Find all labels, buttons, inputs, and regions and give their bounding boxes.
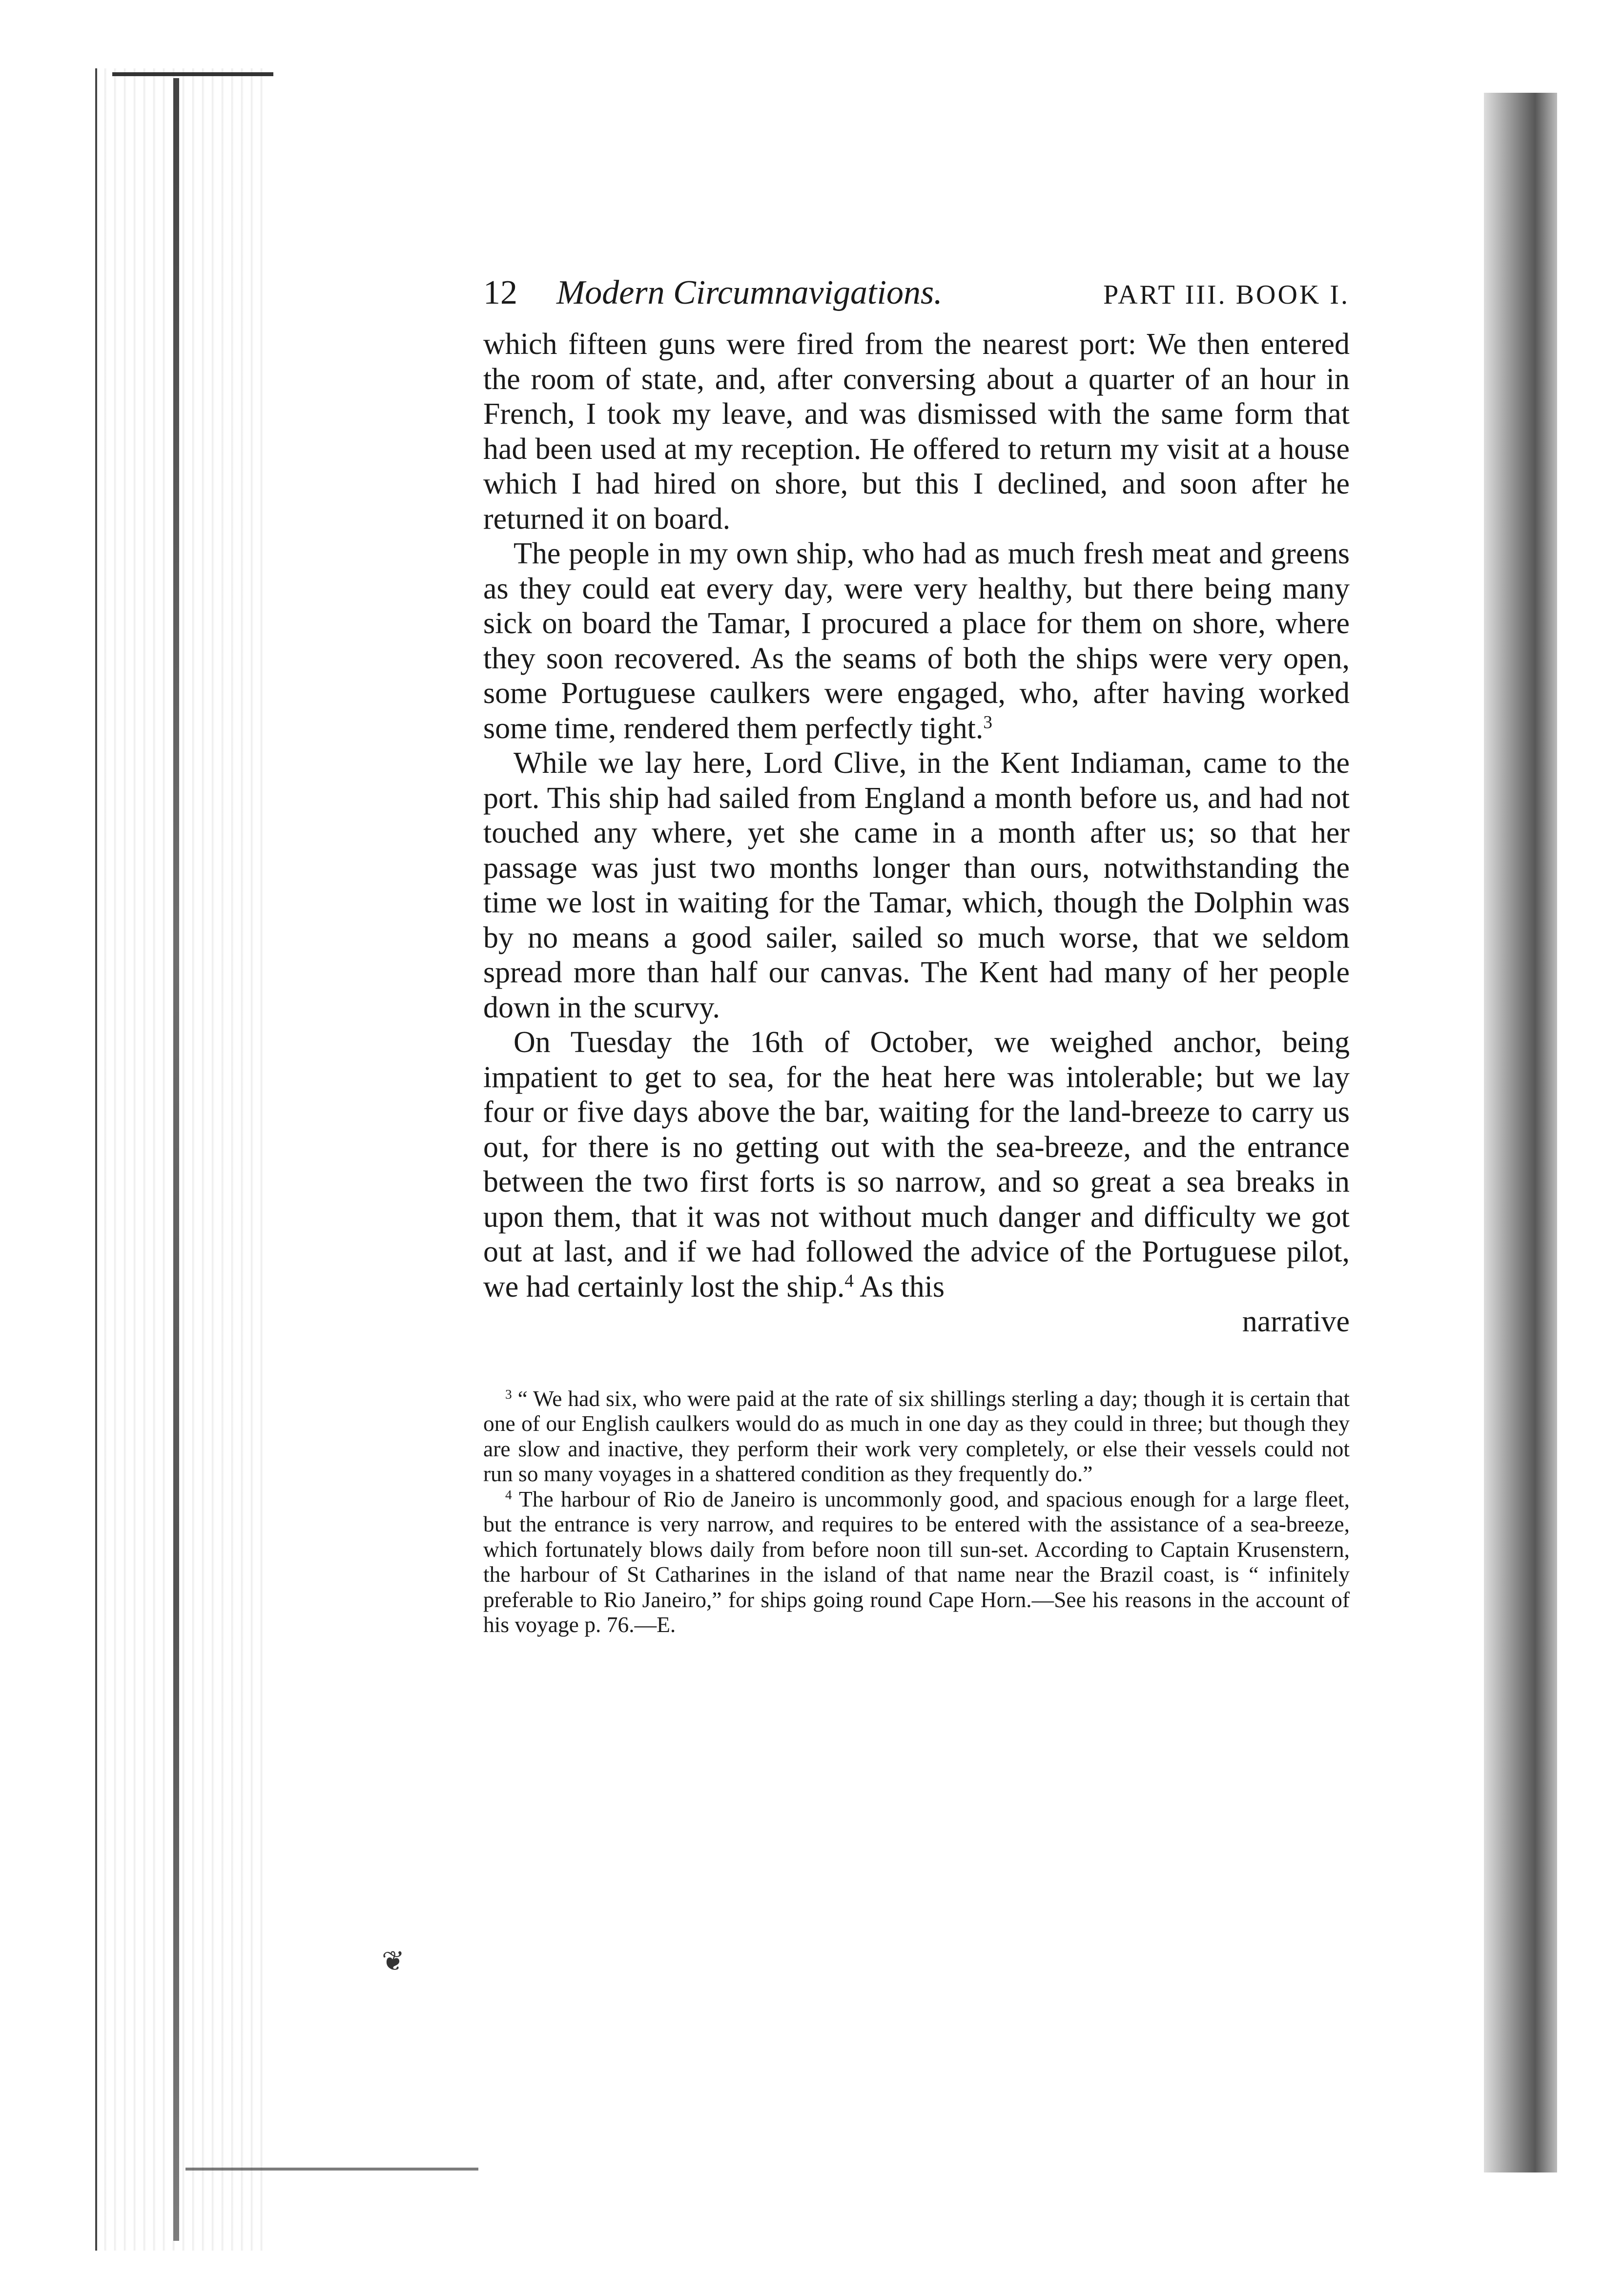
footnotes — [483, 1386, 1350, 1637]
footnote-ref-4: 4 — [844, 1271, 854, 1291]
footnote-3: $^3$ “ We had six, who were paid at the rate of six shillings sterling a day; though it is certain that one of our English caulkers would do as much in one day as they could in three; but though they are slow and inactive, they perform their work very completely, or else their vessels could not run so many voyages in a shattered condition as they frequently do.” — [483, 1386, 1350, 1486]
page-content — [483, 273, 1350, 1637]
main-text — [483, 327, 1350, 1340]
page-binding-edge — [95, 68, 263, 2251]
left-margin-rule — [173, 78, 179, 2241]
running-title: Modern Circumnavigations. — [556, 274, 943, 311]
catchword: narrative — [1242, 1305, 1350, 1338]
paragraph-2: The people in my own ship, who had as much fresh meat and greens as they could eat every day, were very healthy, but there being many sick on board the Tamar, I procured a place for them on shore, where they soon recovered. As the seams of both the ships were very open, some Portuguese caulkers were engaged, who, after having worked some time, rendered them perfectly tight.$^3$ — [483, 537, 1350, 745]
footnote-4: $^4$ The harbour of Rio de Janeiro is uncommonly good, and spacious enough for a large fleet, but the entrance is very narrow, and requires to be entered with the assistance of a sea-breeze, which fortunately blows daily from before noon till sun-set. According to Captain Krusenstern, the harbour of St Catharines in the island of that name near the Brazil coast, is “ infinitely preferable to Rio Janeiro,” for ships going round Cape Horn.—See his reasons in the account of his voyage p. 76.—E. — [483, 1486, 1350, 1637]
printer-ornament-icon: ❦ — [382, 1946, 405, 1977]
running-header — [483, 273, 1350, 327]
page-number: 12 — [483, 274, 517, 311]
bottom-rule — [185, 2168, 478, 2171]
paragraph-1: which fifteen guns were fired from the nearest port: We then entered the room of state, and, after conversing about a quarter of an hour in French, I took my leave, and was dismissed with the same form that had been used at my reception. He offered to return my visit at a house which I had hired on shore, but this I declined, and soon after he returned it on board. — [483, 328, 1350, 536]
paragraph-4: On Tuesday the 16th of October, we weighed anchor, being impatient to get to sea, for the heat here was intolerable; but we lay four or five days above the bar, waiting for the land-breeze to carry us out, for there is no getting out with the sea-breeze, and the entrance between the two first forts is so narrow, and so great a sea breaks in upon them, that it was not without much danger and difficulty we got out at last, and if we had followed the advice of the Portuguese pilot, we had certainly lost the ship.$^4$ As this — [483, 1026, 1350, 1303]
footnote-ref-3: 3 — [983, 712, 992, 733]
part-book-label: PART III. BOOK I. — [1103, 280, 1350, 310]
right-page-edge — [1484, 93, 1557, 2172]
footnote-mark-4: 4 — [505, 1487, 512, 1502]
top-left-rule — [112, 72, 273, 76]
paragraph-3: While we lay here, Lord Clive, in the Kent Indiaman, came to the port. This ship had sailed from England a month before us, and had not touched any where, yet she came in a month after us; so that her passage was just two months longer than ours, notwithstanding the time we lost in waiting for the Tamar, which, though the Dolphin was by no means a good sailer, sailed so much worse, that we seldom spread more than half our canvas. The Kent had many of her people down in the scurvy. — [483, 746, 1350, 1024]
footnote-mark-3: 3 — [505, 1386, 512, 1402]
